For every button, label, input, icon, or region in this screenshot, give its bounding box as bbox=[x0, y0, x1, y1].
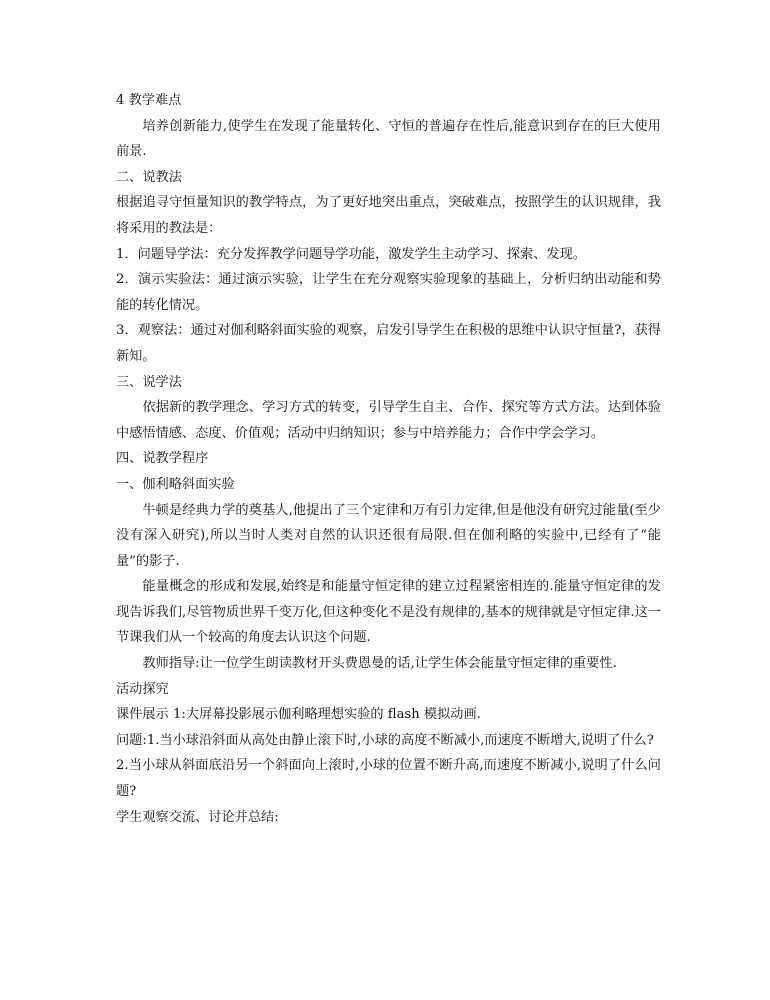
paragraph-method-intro: 根据追寻守恒量知识的教学特点，为了更好地突出重点，突破难点，按照学生的认识规律，我将采用的教法是： bbox=[116, 195, 661, 236]
paragraph-teacher-guidance: 教师指导:让一位学生朗读教材开头费恩曼的话,让学生体会能量守恒定律的重要性. bbox=[142, 656, 617, 672]
paragraph-question-2: 2.当小球从斜面底沿另一个斜面向上滚时,小球的位置不断升高,而速度不断减小,说明了什么问题? bbox=[116, 758, 661, 800]
paragraph-newton: 牛顿是经典力学的奠基人,他提出了三个定律和万有引力定律,但是他没有研究过能量(至少没有深入研究),所以当时人类对自然的认识还很有局限.但在伽利略的实验中,已经有了“能量”的影子. bbox=[116, 502, 661, 569]
heading-teaching-method: 二、说教法 bbox=[116, 169, 182, 185]
list-item-method-1: 1．问题导学法：充分发挥教学问题导学功能，激发学生主动学习、探索、发现。 bbox=[116, 246, 586, 262]
heading-teaching-difficulty: 4 教学难点 bbox=[116, 93, 182, 108]
paragraph-learning-method: 依据新的教学理念、学习方式的转变，引导学生自主、合作、探究等方式方法。达到体验中感悟情感、态度、价值观；活动中归纳知识；参与中培养能力；合作中学会学习。 bbox=[116, 400, 661, 441]
list-item-method-3: 3．观察法：通过对伽利略斜面实验的观察，启发引导学生在积极的思维中认识守恒量?，获得新知。 bbox=[116, 323, 661, 364]
paragraph-student-summary: 学生观察交流、讨论并总结: bbox=[116, 809, 279, 825]
list-item-method-2: 2．演示实验法：通过演示实验，让学生在充分观察实验现象的基础上，分析归纳出动能和势能的转化情况。 bbox=[116, 272, 661, 313]
paragraph-energy-concept: 能量概念的形成和发展,始终是和能量守恒定律的建立过程紧密相连的.能量守恒定律的发现告诉我们,尽管物质世界千变万化,但这种变化不是没有规律的,基本的规律就是守恒定律.这一节课我们从一个较高的角度去认识这个问题. bbox=[116, 579, 661, 646]
heading-activity: 活动探究 bbox=[116, 681, 169, 697]
paragraph-courseware-1: 课件展示 1:大屏幕投影展示伽利略理想实验的 flash 模拟动画. bbox=[116, 707, 481, 723]
heading-teaching-procedure: 四、说教学程序 bbox=[116, 451, 209, 467]
paragraph-difficulty-detail: 培养创新能力,使学生在发现了能量转化、守恒的普遍存在性后,能意识到存在的巨大使用前景. bbox=[116, 118, 661, 160]
heading-learning-method: 三、说学法 bbox=[116, 374, 182, 390]
paragraph-question-1: 问题:1.当小球沿斜面从高处由静止滚下时,小球的高度不断减小,而速度不断增大,说明了什么? bbox=[116, 732, 654, 748]
document-body bbox=[116, 88, 661, 830]
heading-galileo-experiment: 一、伽利略斜面实验 bbox=[116, 476, 235, 492]
